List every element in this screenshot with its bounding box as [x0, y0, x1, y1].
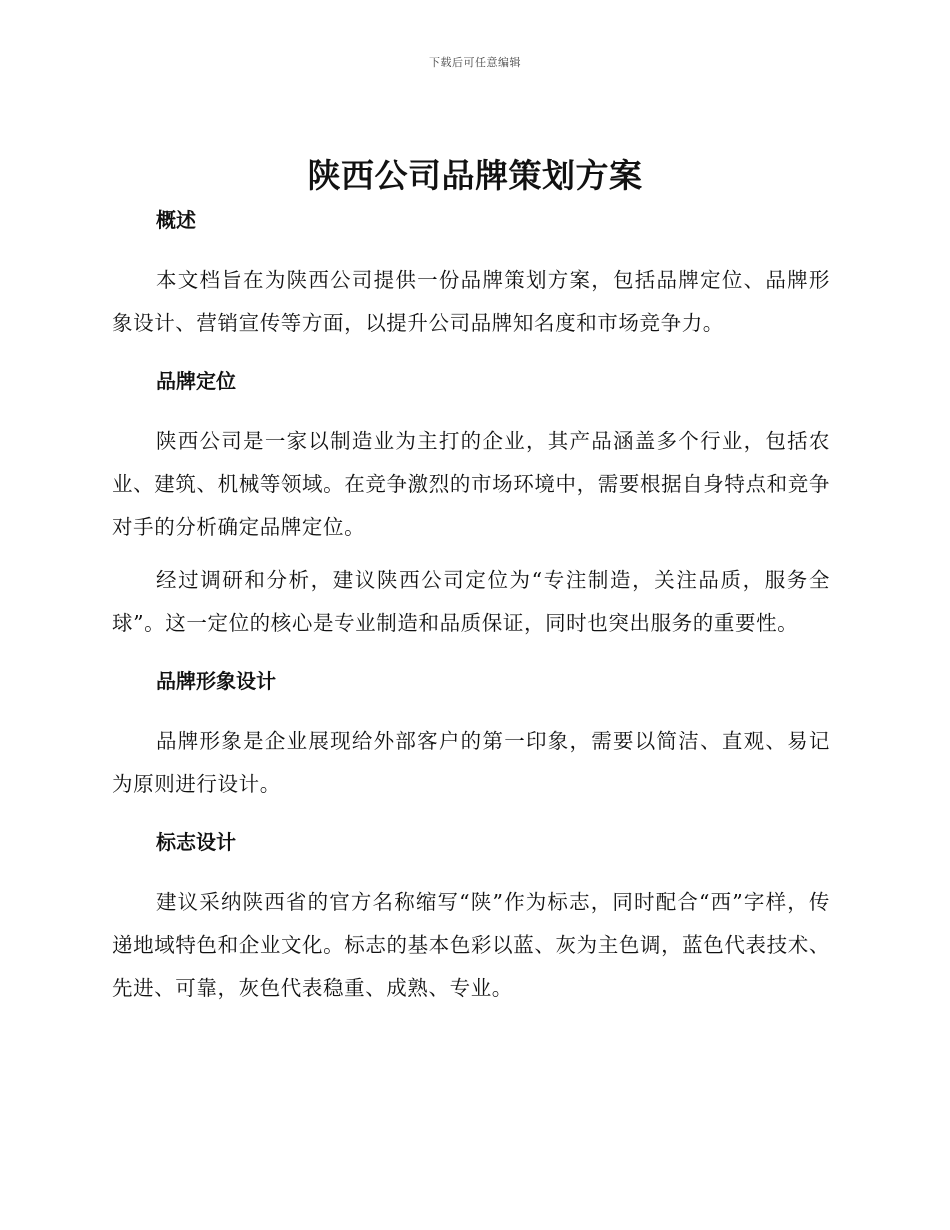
header-note: 下载后可任意编辑	[429, 56, 521, 69]
document-title: 陕西公司品牌策划方案	[307, 156, 643, 195]
document-body	[112, 204, 830, 1010]
paragraph-brand-positioning-1: 陕西公司是一家以制造业为主打的企业，其产品涵盖多个行业，包括农业、建筑、机械等领域。在竞争激烈的市场环境中，需要根据自身特点和竞争对手的分析确定品牌定位。	[112, 429, 830, 539]
paragraph-brand-image-design: 品牌形象是企业展现给外部客户的第一印象，需要以简洁、直观、易记为原则进行设计。	[112, 729, 830, 796]
section-heading-logo-design: 标志设计	[156, 830, 236, 854]
section-heading-brand-positioning: 品牌定位	[156, 369, 236, 393]
paragraph-logo-design: 建议采纳陕西省的官方名称缩写“陕”作为标志，同时配合“西”字样，传递地域特色和企业文化。标志的基本色彩以蓝、灰为主色调，蓝色代表技术、先进、可靠，灰色代表稳重、成熟、专业。	[112, 890, 830, 1000]
section-heading-brand-image-design: 品牌形象设计	[156, 669, 276, 693]
paragraph-overview: 本文档旨在为陕西公司提供一份品牌策划方案，包括品牌定位、品牌形象设计、营销宣传等方面，以提升公司品牌知名度和市场竞争力。	[112, 268, 830, 335]
section-heading-overview: 概述	[156, 208, 196, 232]
paragraph-brand-positioning-2: 经过调研和分析，建议陕西公司定位为“专注制造，关注品质，服务全球”。这一定位的核心是专业制造和品质保证，同时也突出服务的重要性。	[112, 568, 830, 635]
